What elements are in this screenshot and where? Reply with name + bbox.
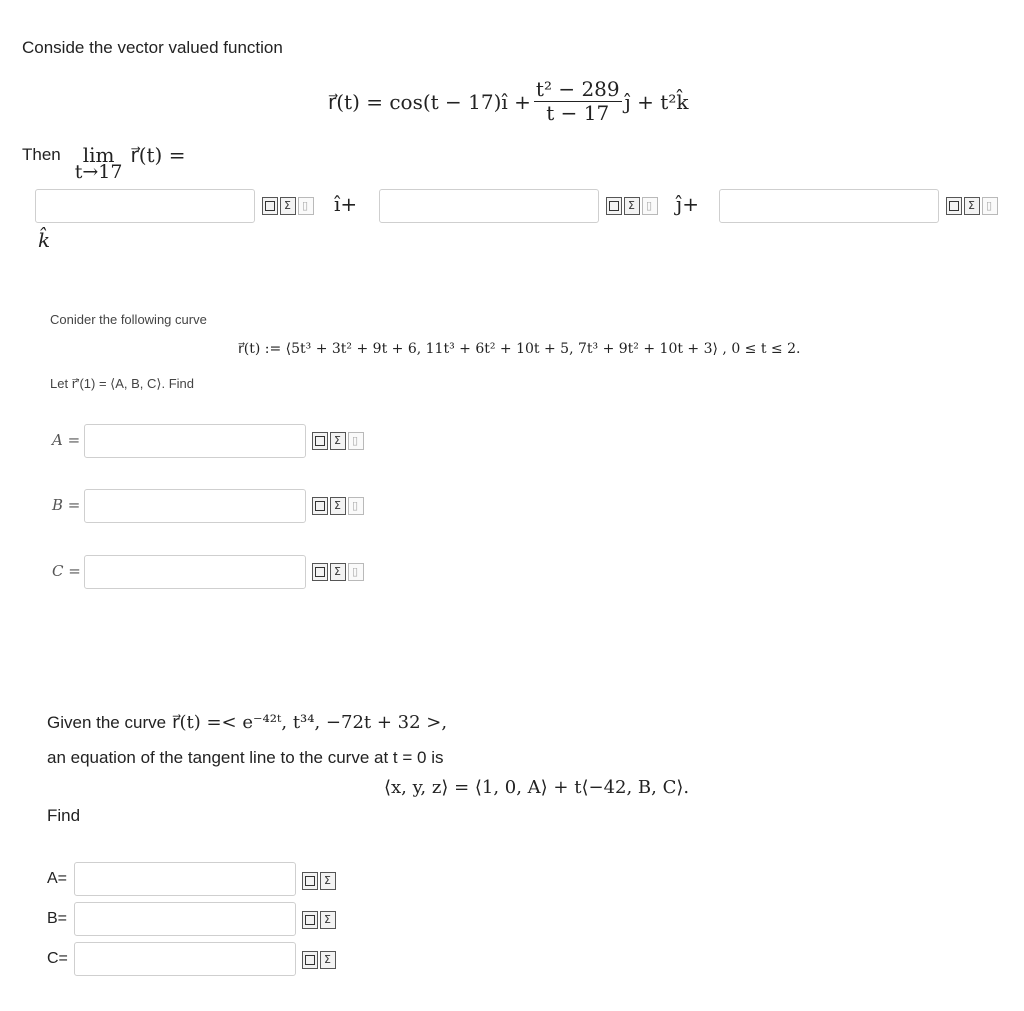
q3-b-input[interactable] [74, 902, 296, 936]
preview-icon[interactable] [302, 911, 318, 929]
lim-sub: t→17 [74, 161, 123, 183]
lim-word: lim [82, 143, 115, 167]
paste-icon[interactable]: ▯ [642, 197, 658, 215]
paste-icon[interactable]: ▯ [348, 563, 364, 581]
q2-c-input[interactable] [84, 555, 306, 589]
q3-a-tools [302, 872, 336, 890]
preview-icon[interactable] [312, 563, 328, 581]
q2-a-label: A = [52, 431, 81, 449]
equation-editor-icon[interactable]: Σ [320, 872, 336, 890]
q2-a-tools [312, 432, 364, 450]
q3-c-tools [302, 951, 336, 969]
q1-k-tools [946, 197, 998, 215]
preview-icon[interactable] [606, 197, 622, 215]
q3-find: Find [47, 806, 81, 825]
q2-b-tools [312, 497, 364, 515]
q3-line2: an equation of the tangent line to the curve at t = 0 is [47, 748, 444, 767]
equation-editor-icon[interactable]: Σ [320, 951, 336, 969]
q2-c-label: C = [52, 562, 81, 580]
q2-b-label: B = [52, 496, 81, 514]
q2-let: Let r⃗′(1) = ⟨A, B, C⟩. Find [50, 376, 195, 391]
k-hat: k̂ [38, 228, 51, 252]
preview-icon[interactable] [302, 872, 318, 890]
paste-icon[interactable]: ▯ [982, 197, 998, 215]
q1-i-input[interactable] [35, 189, 255, 223]
equation-editor-icon[interactable]: Σ [280, 197, 296, 215]
q2-a-input[interactable] [84, 424, 306, 458]
equation-editor-icon[interactable]: Σ [330, 497, 346, 515]
equation-editor-icon[interactable]: Σ [330, 563, 346, 581]
j-hat-plus: ĵ+ [676, 192, 699, 216]
paste-icon[interactable]: ▯ [298, 197, 314, 215]
q3-b-tools [302, 911, 336, 929]
q1-formula-rhs: ĵ + t²k̂ [624, 89, 689, 114]
then-label: Then [22, 145, 61, 164]
q1-formula-lhs: r⃗(t) = cos(t − 17)î + [328, 89, 531, 114]
preview-icon[interactable] [312, 432, 328, 450]
q1-frac-den: t − 17 [546, 101, 610, 125]
q3-intro: Given the curve [47, 713, 167, 732]
q2-b-input[interactable] [84, 489, 306, 523]
q3-b-label: B= [47, 910, 68, 927]
lim-fn: r⃗(t) = [130, 143, 186, 167]
equation-editor-icon[interactable]: Σ [964, 197, 980, 215]
q3-a-label: A= [47, 870, 68, 887]
preview-icon[interactable] [262, 197, 278, 215]
q3-c-input[interactable] [74, 942, 296, 976]
q1-frac-num: t² − 289 [535, 77, 620, 101]
q1-formula [328, 78, 688, 125]
q1-j-input[interactable] [379, 189, 599, 223]
preview-icon[interactable] [946, 197, 962, 215]
paste-icon[interactable]: ▯ [348, 432, 364, 450]
q3-curve: r⃗(t) =< e⁻⁴²ᵗ, t³⁴, −72t + 32 >, [172, 712, 448, 733]
preview-icon[interactable] [302, 951, 318, 969]
preview-icon[interactable] [312, 497, 328, 515]
q3-a-input[interactable] [74, 862, 296, 896]
q1-i-tools [262, 197, 314, 215]
equation-editor-icon[interactable]: Σ [330, 432, 346, 450]
q3-tangent-eq: ⟨x, y, z⟩ = ⟨1, 0, A⟩ + t⟨−42, B, C⟩. [384, 777, 690, 798]
q3-c-label: C= [47, 950, 68, 967]
q2-formula: r⃗(t) := ⟨5t³ + 3t² + 9t + 6, 11t³ + 6t² + 10t + 5, 7t³ + 9t² + 10t + 3⟩ , 0 ≤ t ≤ 2. [238, 341, 801, 357]
q1-intro: Conside the vector valued function [22, 38, 283, 57]
equation-editor-icon[interactable]: Σ [624, 197, 640, 215]
q1-j-tools [606, 197, 658, 215]
q2-intro: Conider the following curve [50, 312, 207, 327]
q3-line1 [47, 712, 447, 733]
q2-c-tools [312, 563, 364, 581]
q1-k-input[interactable] [719, 189, 939, 223]
q1-limit [22, 143, 185, 183]
equation-editor-icon[interactable]: Σ [320, 911, 336, 929]
i-hat-plus: î+ [334, 192, 358, 216]
paste-icon[interactable]: ▯ [348, 497, 364, 515]
